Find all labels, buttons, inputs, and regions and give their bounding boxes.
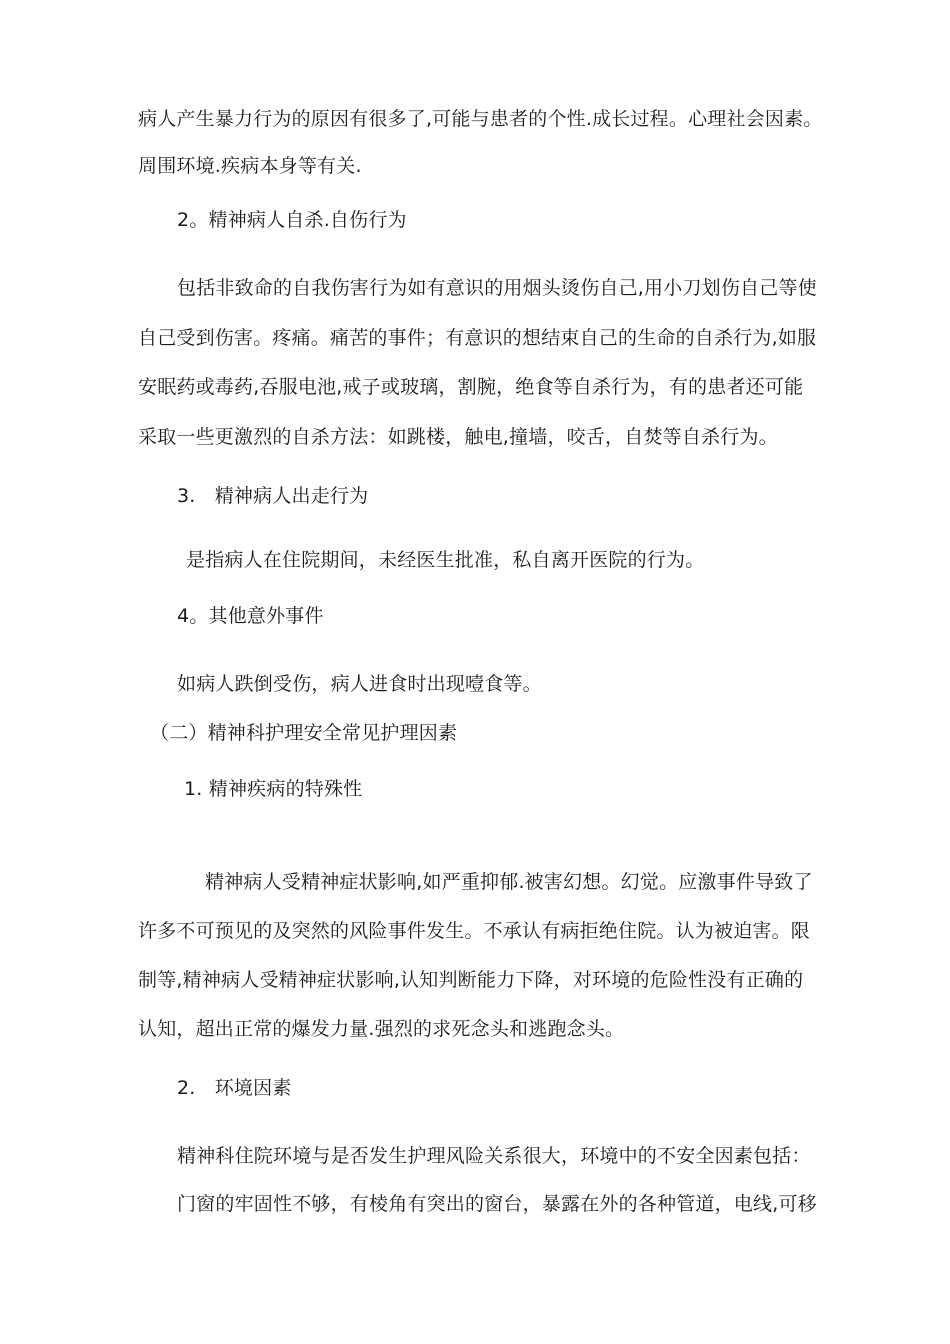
body-text-line: 安眠药或毒药,吞服电池,戒子或玻璃，割腕，绝食等自杀行为，有的患者还可能 — [138, 376, 804, 398]
section-heading: 4。其他意外事件 — [177, 605, 324, 627]
body-text-line: 自己受到伤害。疼痛。痛苦的事件；有意识的想结束自己的生命的自杀行为,如服 — [138, 327, 817, 349]
section-heading: 1. 精神疾病的特殊性 — [184, 778, 363, 800]
body-text-line: 是指病人在住院期间，未经医生批准，私自离开医院的行为。 — [186, 549, 705, 571]
body-text-line: 精神病人受精神症状影响,如严重抑郁.被害幻想。幻觉。应激事件导致了 — [205, 871, 813, 893]
section-heading: 2. 环境因素 — [177, 1077, 292, 1099]
body-text-line: 精神科住院环境与是否发生护理风险关系很大，环境中的不安全因素包括： — [177, 1145, 811, 1167]
body-text-line: 门窗的牢固性不够，有棱角有突出的窗台，暴露在外的各种管道，电线,可移 — [177, 1193, 817, 1215]
body-text-line: 病人产生暴力行为的原因有很多了,可能与患者的个性.成长过程。心理社会因素。 — [138, 108, 823, 130]
section-heading: （二）精神科护理安全常见护理因素 — [150, 722, 458, 744]
body-text-line: 周围环境.疾病本身等有关. — [138, 155, 362, 177]
body-text-line: 采取一些更激烈的自杀方法：如跳楼，触电,撞墙，咬舌，自焚等自杀行为。 — [138, 426, 778, 448]
body-text-line: 许多不可预见的及突然的风险事件发生。不承认有病拒绝住院。认为被迫害。限 — [138, 920, 811, 942]
body-text-line: 如病人跌倒受伤，病人进食时出现噎食等。 — [177, 673, 542, 695]
body-text-line: 包括非致命的自我伤害行为如有意识的用烟头烫伤自己,用小刀划伤自己等使 — [177, 277, 817, 299]
section-heading: 2。精神病人自杀.自伤行为 — [177, 209, 407, 231]
section-heading: 3. 精神病人出走行为 — [177, 485, 369, 507]
body-text-line: 认知，超出正常的爆发力量.强烈的求死念头和逃跑念头。 — [138, 1018, 625, 1040]
body-text-line: 制等,精神病人受精神症状影响,认知判断能力下降，对环境的危险性没有正确的 — [138, 969, 804, 991]
